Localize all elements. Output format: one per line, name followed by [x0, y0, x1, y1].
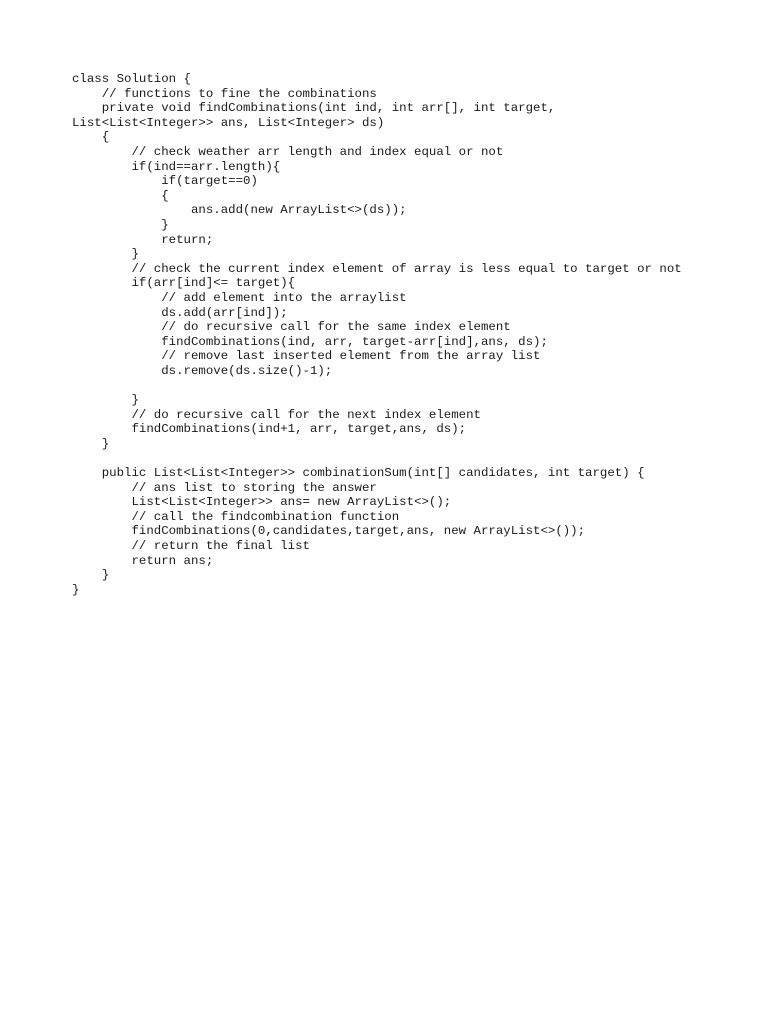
code-line: // remove last inserted element from the array list [72, 349, 541, 364]
code-line: ds.add(arr[ind]); [72, 305, 288, 320]
code-line [72, 378, 752, 393]
code-line: { [72, 188, 169, 203]
code-line: } [72, 582, 80, 597]
code-line: if(target==0) [72, 174, 258, 189]
code-line: // do recursive call for the same index element [72, 320, 511, 335]
code-line: // add element into the arraylist [72, 290, 407, 305]
code-line: } [72, 247, 139, 262]
code-line: // return the final list [72, 539, 310, 553]
code-line: findCombinations(ind, arr, target-arr[ind],ans, ds); [72, 334, 548, 349]
code-line: // call the findcombination function [72, 509, 400, 524]
code-line: } [72, 393, 139, 408]
code-line: findCombinations(0,candidates,target,ans, new ArrayList<>()); [72, 524, 586, 539]
code-line: ans.add(new ArrayList<>(ds)); [72, 203, 407, 218]
code-line: // functions to fine the combinations [72, 86, 377, 101]
code-line: // ans list to storing the answer [72, 480, 377, 495]
code-line: return ans; [72, 553, 214, 568]
code-line: // check weather arr length and index equal or not [72, 144, 504, 159]
code-line: if(ind==arr.length){ [72, 159, 281, 174]
code-line: findCombinations(ind+1, arr, target,ans, ds); [72, 422, 467, 437]
code-block [72, 72, 752, 597]
code-line: } [72, 217, 169, 232]
code-line: List<List<Integer>> ans= new ArrayList<>(); [72, 495, 452, 510]
code-line: } [72, 436, 110, 451]
code-line: if(arr[ind]<= target){ [72, 276, 296, 291]
code-line: // check the current index element of array is less equal to target or not [72, 261, 682, 276]
code-line: return; [72, 232, 214, 247]
code-line: class Solution { [72, 72, 191, 86]
code-line [72, 451, 752, 466]
code-line: List<List<Integer>> ans, List<Integer> ds) [72, 115, 385, 130]
code-line: ds.remove(ds.size()-1); [72, 363, 333, 378]
code-line: } [72, 568, 110, 583]
code-line: // do recursive call for the next index element [72, 407, 481, 422]
code-line: private void findCombinations(int ind, int arr[], int target, [72, 101, 556, 116]
code-line: { [72, 130, 110, 145]
code-line: public List<List<Integer>> combinationSum(int[] candidates, int target) { [72, 466, 645, 481]
